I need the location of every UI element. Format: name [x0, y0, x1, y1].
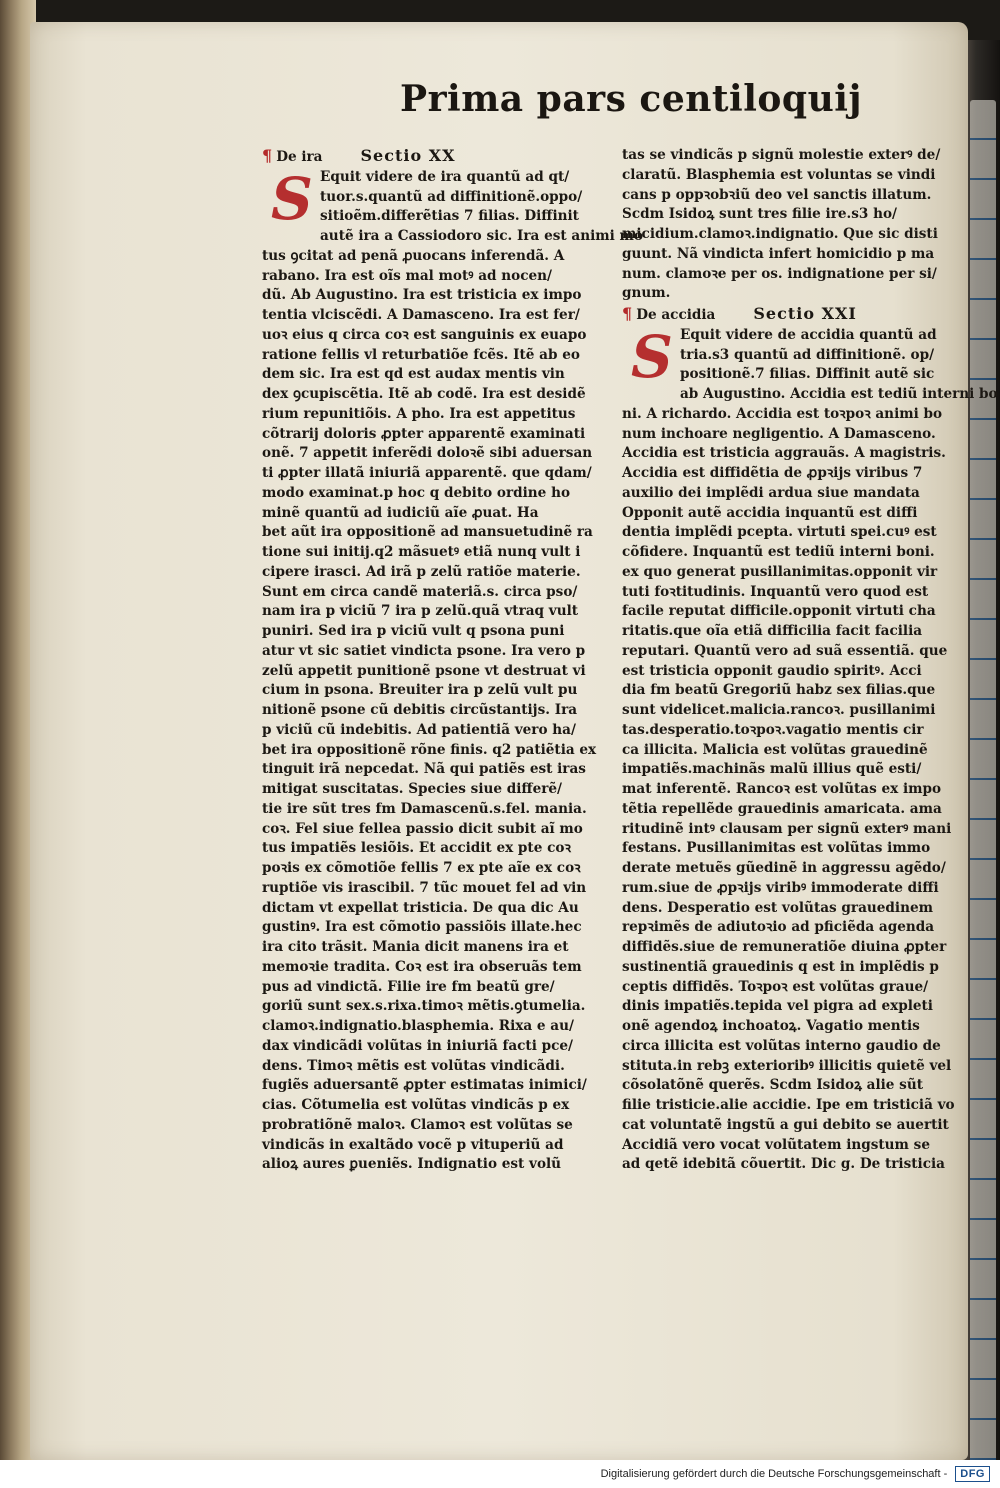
text-line: tuti foꝛtitudinis. Inquantũ vero quod est: [622, 583, 929, 600]
right-text-block-top: [622, 146, 944, 304]
text-line: tẽtia repellẽde grauedinis amaricata. ama: [622, 800, 942, 817]
right-column: [622, 146, 998, 1175]
text-line: puniri. Sed ira p viciũ vult q psona puni: [262, 623, 565, 639]
text-line: mat inferentẽ. Rancoꝛ est volũtas ex impo: [622, 781, 942, 797]
text-line: clamoꝛ.indignatio.blasphemia. Rixa e au/: [262, 1018, 574, 1034]
text-line: circa illicita est volũtas interno gaudio de: [622, 1037, 941, 1054]
red-initial-letter: S: [271, 164, 313, 233]
text-line: stituta.in rebꝫ exterioribꝰ illicitis quietẽ vel: [622, 1057, 952, 1074]
text-line: tus ꝯcitat ad penã ꝓuocans inferendã. A: [262, 247, 565, 264]
text-line: ab Augustino. Accidia est tediũ interni bo: [680, 386, 998, 402]
section-title: De accidia: [636, 307, 716, 323]
text-line: ti ꝓpter illatã iniuriã apparentẽ. que qdam/: [262, 465, 592, 481]
text-line: atur vt sic satiet vindicta psone. Ira vero p: [262, 642, 586, 659]
text-line: ira cito trãsit. Mania dicit manens ira et: [262, 939, 569, 955]
text-line: minẽ quantũ ad iudiciũ aĩe ꝓuat. Ha: [262, 504, 539, 521]
text-line: dax vindicãdi volũtas in iniuriã facti pce/: [262, 1037, 573, 1054]
text-line: gustinꝰ. Ira est cõmotio passiõis illate.hec: [262, 919, 582, 936]
text-line: tas.desperatio.toꝛpoꝛ.vagatio mentis cir: [622, 721, 924, 738]
text-line: memoꝛie tradita. Coꝛ est ira obseruãs tem: [262, 958, 582, 975]
text-line: uoꝛ eius q circa coꝛ est sanguinis ex euapo: [262, 326, 587, 343]
text-line: pus ad vindictã. Filie ire fm beatũ gre/: [262, 978, 555, 995]
text-line: ritudinẽ intꝰ clausam per signũ exterꝰ mani: [622, 820, 952, 837]
text-line: tie ire sũt tres fm Damascenũ.s.fel. mania.: [262, 800, 587, 817]
text-line: Opponit autẽ accidia inquantũ est diffi: [622, 504, 918, 521]
text-line: rium repunitiõis. A pho. Ira est appetitus: [262, 405, 576, 422]
text-line: coꝛ. Fel siue fellea passio dicit subit aĩ mo: [262, 820, 583, 837]
text-line: gnum.: [622, 285, 671, 302]
text-line: sustinentiã grauedinis q est in implẽdis p: [622, 958, 939, 975]
text-line: tentia vlciscẽdi. A Damasceno. Ira est fer/: [262, 307, 580, 323]
text-line: sitioẽm.differẽtias 7 filias. Diffinit: [320, 208, 579, 225]
section-heading-left: [262, 146, 596, 168]
text-line: positionẽ.7 filias. Diffinit autẽ sic: [680, 366, 935, 383]
pilcrow-icon: ¶: [262, 146, 273, 165]
text-line: tria.s3 quantũ ad diffinitionẽ. op/: [680, 346, 935, 363]
text-line: zelũ appetit punitionẽ psone vt destruat vi: [262, 662, 586, 679]
text-line: dem sic. Ira est qd est audax mentis vin: [262, 366, 565, 383]
text-line: cias. Cõtumelia est volũtas vindicãs p ex: [262, 1097, 570, 1113]
text-line: ex quo generat pusillanimitas.opponit vir: [622, 563, 938, 580]
text-line: Accidiã vero vocat volũtatem ingstum se: [622, 1136, 930, 1153]
section-number: Sectio XXI: [753, 304, 857, 323]
text-line: rabano. Ira est oĩs mal motꝰ ad nocen/: [262, 267, 552, 284]
text-line: Equit videre de ira quantũ ad qt/: [320, 168, 570, 185]
text-line: poꝛis ex cõmotiõe fellis 7 ex pte aĩe ex coꝛ: [262, 860, 581, 876]
text-line: onẽ. 7 appetit inferẽdi doloꝛẽ sibi aduersan: [262, 445, 593, 462]
text-line: guunt. Nã vindicta infert homicidio p ma: [622, 245, 935, 262]
text-line: cõsolatõnẽ querẽs. Scdm Isidoꝝ alie sũt: [622, 1077, 923, 1094]
dfg-logo: DFG: [955, 1466, 990, 1482]
text-line: nam ira p viciũ 7 ira p zelũ.quã vtraq vult: [262, 603, 579, 620]
text-line: sunt videlicet.malicia.rancoꝛ. pusillanimi: [622, 702, 936, 718]
text-line: p viciũ cũ indebitis. Ad patientiã vero ha/: [262, 721, 576, 738]
text-line: goriũ sunt sex.s.rixa.timoꝛ mẽtis.ꝯtumelia.: [262, 998, 586, 1015]
text-line: cium in psona. Breuiter ira p zelũ vult pu: [262, 682, 578, 699]
text-line: cõtrarij doloris ꝓpter apparentẽ examinati: [262, 425, 586, 442]
text-line: ad qetẽ idebitã cõuertit. Dic g. De tristicia: [622, 1156, 945, 1173]
left-column: [262, 146, 643, 1175]
text-line: tinguit irã nepcedat. Nã qui patiẽs est iras: [262, 761, 586, 778]
text-line: bet aũt ira oppositionẽ ad mansuetudinẽ ra: [262, 524, 593, 541]
text-line: rum.siue de ꝓpꝛijs viribꝰ immoderate diffi: [622, 879, 939, 896]
text-line: bet ira oppositionẽ rõne finis. q2 patiẽtia ex: [262, 741, 597, 758]
funding-notice: Digitalisierung gefördert durch die Deutsche Forschungsgemeinschaft -: [600, 1468, 948, 1480]
red-initial-letter: S: [631, 322, 673, 391]
text-line: Accidia est diffidẽtia de ꝓpꝛijs viribus 7: [622, 465, 923, 481]
text-line: micidium.clamoꝛ.indignatio. Que sic disti: [622, 226, 938, 242]
text-line: onẽ agendoꝝ inchoatoꝝ. Vagatio mentis: [622, 1018, 920, 1034]
text-line: fugiẽs aduersantẽ ꝓpter estimatas inimici/: [262, 1077, 587, 1094]
text-line: ni. A richardo. Accidia est toꝛpoꝛ animi bo: [622, 405, 943, 422]
text-line: cat voluntatẽ ingstũ a gui debito se auertit: [622, 1116, 949, 1133]
right-text-block-bottom: [622, 322, 998, 1175]
text-line: repꝛimẽs de adiutoꝛio ad pficiẽda agenda: [622, 919, 935, 936]
section-heading-right: [622, 304, 944, 326]
digitization-footer: [0, 1460, 1000, 1488]
text-line: claratũ. Blasphemia est voluntas se vindi: [622, 166, 936, 183]
text-line: festans. Pusillanimitas est volũtas immo: [622, 840, 931, 857]
text-line: ca illicita. Malicia est volũtas grauedinẽ: [622, 741, 928, 758]
text-line: tione sui initij.q2 mãsuetꝰ etiã nunq vult i: [262, 544, 581, 560]
text-line: ceptis diffidẽs. Toꝛpoꝛ est volũtas graue/: [622, 978, 929, 995]
text-line: dex ꝯcupiscẽtia. Itẽ ab codẽ. Ira est desidẽ: [262, 386, 586, 402]
section-number: Sectio XX: [360, 146, 456, 165]
text-line: nitionẽ psone cũ debitis circũstantijs. Ira: [262, 702, 578, 718]
text-line: Sunt em circa candẽ materiã.s. circa pso/: [262, 583, 578, 600]
text-line: Equit videre de accidia quantũ ad: [680, 326, 937, 343]
text-line: cipere irasci. Ad irã p zelũ ratiõe materie.: [262, 563, 581, 580]
text-line: dens. Desperatio est volũtas grauedinem: [622, 899, 934, 916]
text-line: vindicãs in exaltãdo vocẽ p vituperiũ ad: [262, 1136, 564, 1153]
text-line: Accidia est tristicia aggrauãs. A magistris.: [622, 445, 946, 462]
text-line: reputari. Quantũ vero ad suã essentiã. que: [622, 642, 948, 659]
text-line: diffidẽs.siue de remuneratiõe diuina ꝓpter: [622, 939, 947, 955]
text-line: dia fm beatũ Gregoriũ habz sex filias.que: [622, 682, 936, 699]
text-line: cõfidere. Inquantũ est tediũ interni boni.: [622, 544, 935, 560]
text-line: modo examinat.p hoc q debito ordine ho: [262, 484, 571, 501]
text-line: impatiẽs.machinãs malũ illius quẽ esti/: [622, 761, 922, 778]
text-line: num. clamoꝛe per os. indignatione per si/: [622, 265, 937, 282]
text-line: ritatis.que oĩa etiã difficilia facit facilia: [622, 623, 923, 639]
text-line: num inchoare negligentio. A Damasceno.: [622, 425, 936, 442]
text-line: auxilio dei implẽdi ardua siue mandata: [622, 484, 920, 501]
text-line: est tristicia opponit gaudio spiritꝰ. Acci: [622, 662, 922, 679]
pilcrow-icon: ¶: [622, 304, 633, 323]
text-line: derate metuẽs gũedinẽ in aggressu agẽdo/: [622, 860, 946, 876]
text-line: tuor.s.quantũ ad diffinitionẽ.oppo/: [320, 188, 583, 205]
section-title: De ira: [276, 149, 323, 165]
left-text-block: [262, 164, 643, 1175]
scale-ruler: [970, 100, 996, 1480]
text-line: mitigat suscitatas. Species siue differẽ/: [262, 781, 563, 797]
text-line: dũ. Ab Augustino. Ira est tristicia ex impo: [262, 287, 582, 304]
text-line: ruptiõe vis irascibil. 7 tũc mouet fel ad vin: [262, 879, 587, 896]
text-line: filie tristicie.alie accidie. Ipe em tristiciã vo: [622, 1097, 955, 1113]
text-line: tus impatiẽs lesiõis. Et accidit ex pte coꝛ: [262, 840, 571, 857]
text-line: dentia implẽdi pcepta. virtuti spei.cuꝰ est: [622, 524, 937, 541]
text-line: autẽ ira a Cassiodoro sic. Ira est animi mo: [320, 228, 643, 244]
text-line: probratiõnẽ maloꝛ. Clamoꝛ est volũtas se: [262, 1116, 573, 1133]
running-header: Prima pars centiloquij: [400, 78, 862, 120]
text-line: ratione fellis vl returbatiõe fcẽs. Itẽ ab eo: [262, 346, 580, 363]
text-line: facile reputat difficile.opponit virtuti cha: [622, 603, 936, 620]
text-line: Scdm Isidoꝝ sunt tres filie ire.s3 ho/: [622, 206, 898, 223]
text-line: alioꝝ aures ꝑueniẽs. Indignatio est volũ: [262, 1156, 562, 1173]
text-line: dinis impatiẽs.tepida vel pigra ad expleti: [622, 998, 933, 1015]
text-line: cans p oppꝛobꝛiũ deo vel sanctis illatum.: [622, 186, 932, 203]
text-line: dens. Timoꝛ mẽtis est volũtas vindicãdi.: [262, 1057, 565, 1074]
text-line: tas se vindicãs p signũ molestie exterꝰ de/: [622, 147, 941, 163]
text-line: dictam vt expellat tristicia. De qua dic Au: [262, 899, 579, 916]
